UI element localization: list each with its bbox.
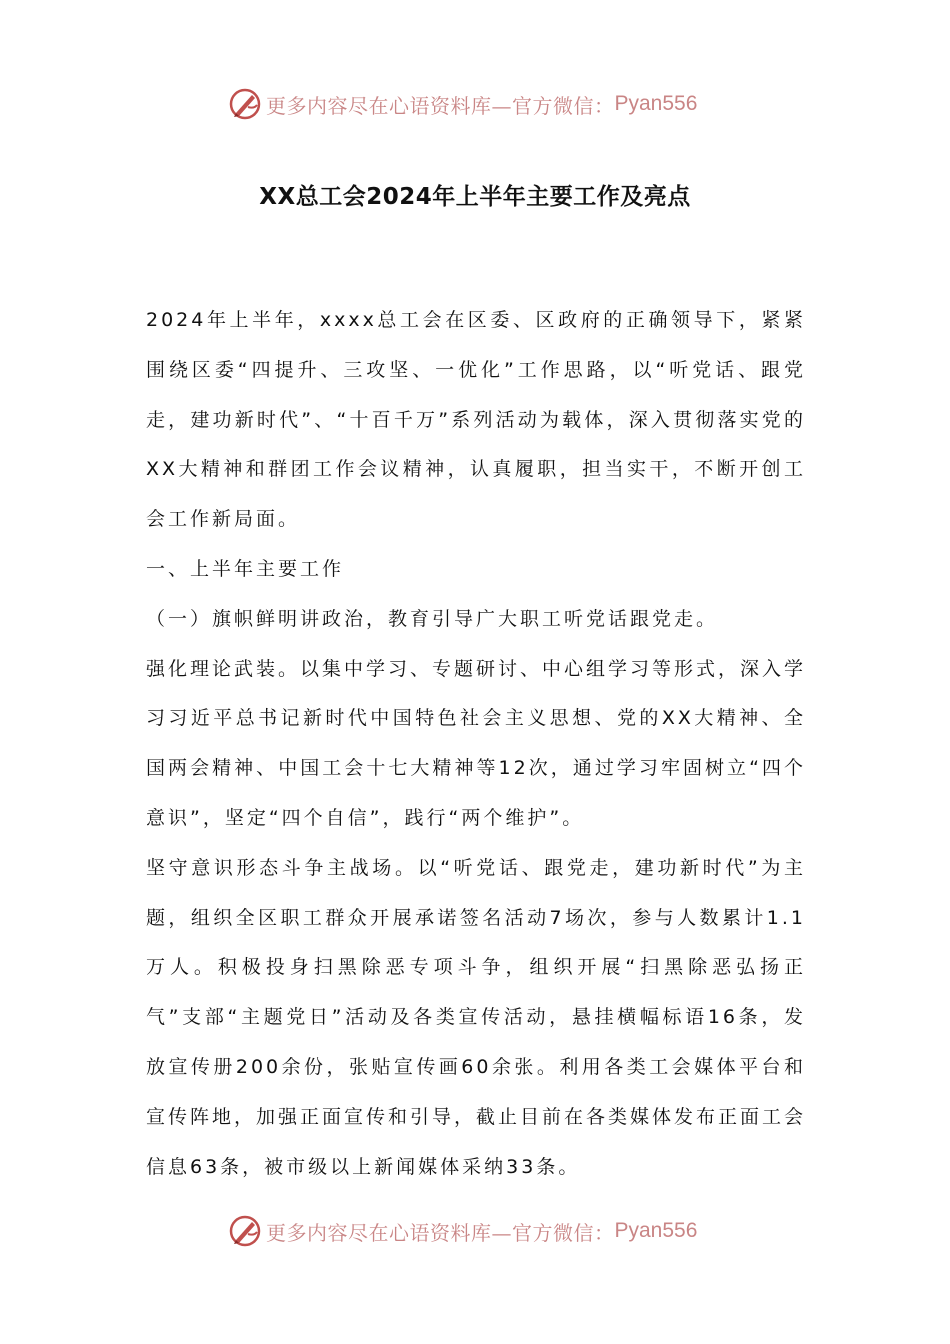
watermark-wechat-id: Pyan556 [614, 1219, 698, 1242]
watermark-header [228, 84, 697, 124]
watermark-footer [228, 1211, 697, 1251]
pen-logo-icon [228, 1214, 262, 1248]
pen-logo-icon [228, 87, 262, 121]
watermark-wechat-id: Pyan556 [614, 92, 698, 115]
body-paragraph: 强化理论武装。以集中学习、专题研讨、中心组学习等形式，深入学习习近平总书记新时代中国特色社会主义思想、党的XX大精神、全国两会精神、中国工会十七大精神等12次，通过学习牢固树立“四个意识”，坚定“四个自信”，践行“两个维护”。 [146, 657, 807, 829]
document-title: XX总工会2024年上半年主要工作及亮点 [259, 184, 691, 210]
body-paragraph: 坚守意识形态斗争主战场。以“听党话、跟党走，建功新时代”为主题，组织全区职工群众开展承诺签名活动7场次，参与人数累计1.1万人。积极投身扫黑除恶专项斗争，组织开展“扫黑除恶弘扬正气”支部“主题党日”活动及各类宣传活动，悬挂横幅标语16条，发放宣传册200余份，张贴宣传画60余张。利用各类工会媒体平台和宣传阵地，加强正面宣传和引导，截止目前在各类媒体发布正面工会信息63条，被市级以上新闻媒体采纳33条。 [146, 856, 807, 1178]
intro-paragraph: 2024年上半年，xxxx总工会在区委、区政府的正确领导下，紧紧围绕区委“四提升、三攻坚、一优化”工作思路，以“听党话、跟党走，建功新时代”、“十百千万”系列活动为载体，深入贯彻落实党的XX大精神和群团工作会议精神，认真履职，担当实干，不断开创工会工作新局面。 [146, 309, 806, 531]
section-heading: 一、上半年主要工作 [146, 557, 345, 580]
watermark-text: 更多内容尽在心语资料库—官方微信： [266, 93, 615, 118]
subsection-heading: （一）旗帜鲜明讲政治，教育引导广大职工听党话跟党走。 [146, 607, 719, 630]
watermark-text: 更多内容尽在心语资料库—官方微信： [266, 1220, 615, 1245]
document-body [146, 296, 806, 1192]
